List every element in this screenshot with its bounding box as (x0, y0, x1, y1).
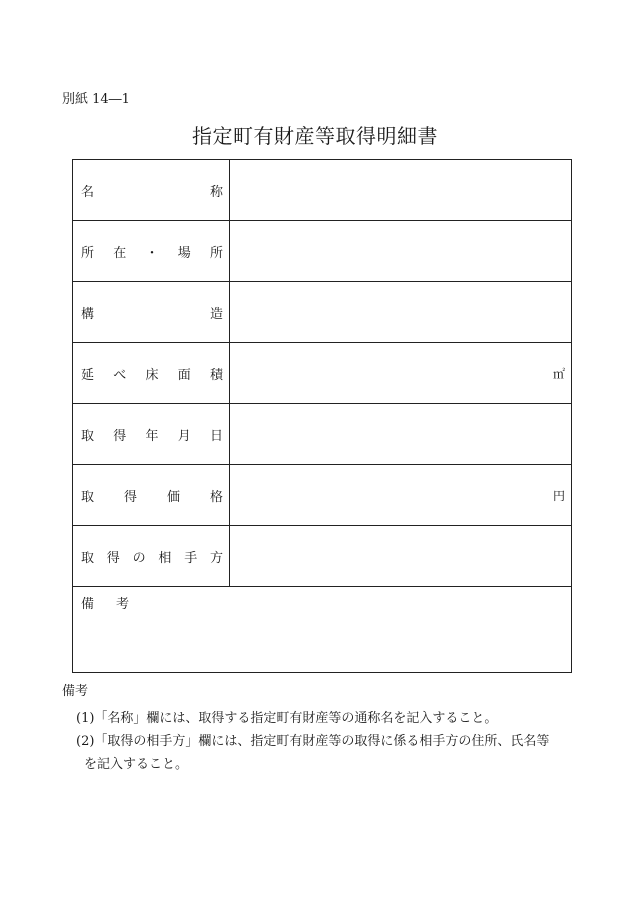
table-row-acquisition-date (73, 404, 571, 465)
label-structure (73, 282, 230, 342)
label-char: 場 (177, 245, 191, 261)
value-name[interactable] (230, 160, 571, 220)
label-char: 取 (81, 489, 95, 505)
remarks-label-char: 備 (81, 597, 95, 612)
details-table (72, 159, 572, 673)
label-name (73, 160, 230, 220)
label-char: の (132, 550, 146, 566)
table-row-floor-area (73, 343, 571, 404)
label-char: 手 (184, 550, 198, 566)
label-char: 格 (209, 489, 223, 505)
document-reference: 別紙 14―1 (62, 92, 130, 107)
note-item-2-continuation: を記入すること。 (84, 757, 189, 772)
table-row-location (73, 221, 571, 282)
label-char: 得 (113, 428, 127, 444)
label-counterparty (73, 526, 230, 586)
document-title: 指定町有財産等取得明細書 (192, 124, 438, 148)
table-row-acquisition-price (73, 465, 571, 526)
label-char: 方 (209, 550, 223, 566)
notes-section (62, 680, 582, 776)
table-row-name (73, 160, 571, 221)
label-char: 面 (177, 367, 191, 383)
unit-square-meter: ㎡ (552, 366, 565, 381)
value-acquisition-date[interactable] (230, 404, 571, 464)
note-item-1: (1)「名称」欄には、取得する指定町有財産等の通称名を記入すること。 (76, 711, 498, 726)
label-char: 取 (81, 428, 95, 444)
value-counterparty[interactable] (230, 526, 571, 586)
label-char: 構 (81, 306, 95, 322)
value-acquisition-price[interactable] (230, 465, 571, 525)
table-row-structure (73, 282, 571, 343)
remarks-cell[interactable] (73, 587, 571, 672)
label-char: 所 (209, 245, 223, 261)
label-char: 年 (145, 428, 159, 444)
value-location[interactable] (230, 221, 571, 281)
label-char: 名 (81, 184, 95, 200)
remarks-label-char: 考 (116, 597, 130, 612)
label-char: 造 (209, 306, 223, 322)
label-char: 月 (177, 428, 191, 444)
unit-yen: 円 (552, 488, 565, 503)
label-acquisition-price (73, 465, 230, 525)
label-char: 延 (81, 367, 95, 383)
value-floor-area[interactable] (230, 343, 571, 403)
label-char: 床 (145, 367, 159, 383)
label-char: 日 (209, 428, 223, 444)
label-char: べ (113, 367, 127, 383)
label-char: 積 (209, 367, 223, 383)
label-char: 取 (81, 550, 95, 566)
label-char: ・ (145, 245, 159, 261)
label-char: 価 (166, 489, 180, 505)
table-row-counterparty (73, 526, 571, 587)
note-item-2: (2)「取得の相手方」欄には、指定町有財産等の取得に係る相手方の住所、氏名等 (76, 734, 550, 749)
label-acquisition-date (73, 404, 230, 464)
label-location (73, 221, 230, 281)
notes-title: 備考 (62, 684, 89, 699)
label-char: 在 (113, 245, 127, 261)
label-char: 相 (158, 550, 172, 566)
label-char: 得 (106, 550, 120, 566)
label-char: 得 (123, 489, 137, 505)
label-char: 称 (209, 184, 223, 200)
label-char: 所 (81, 245, 95, 261)
label-floor-area (73, 343, 230, 403)
value-structure[interactable] (230, 282, 571, 342)
